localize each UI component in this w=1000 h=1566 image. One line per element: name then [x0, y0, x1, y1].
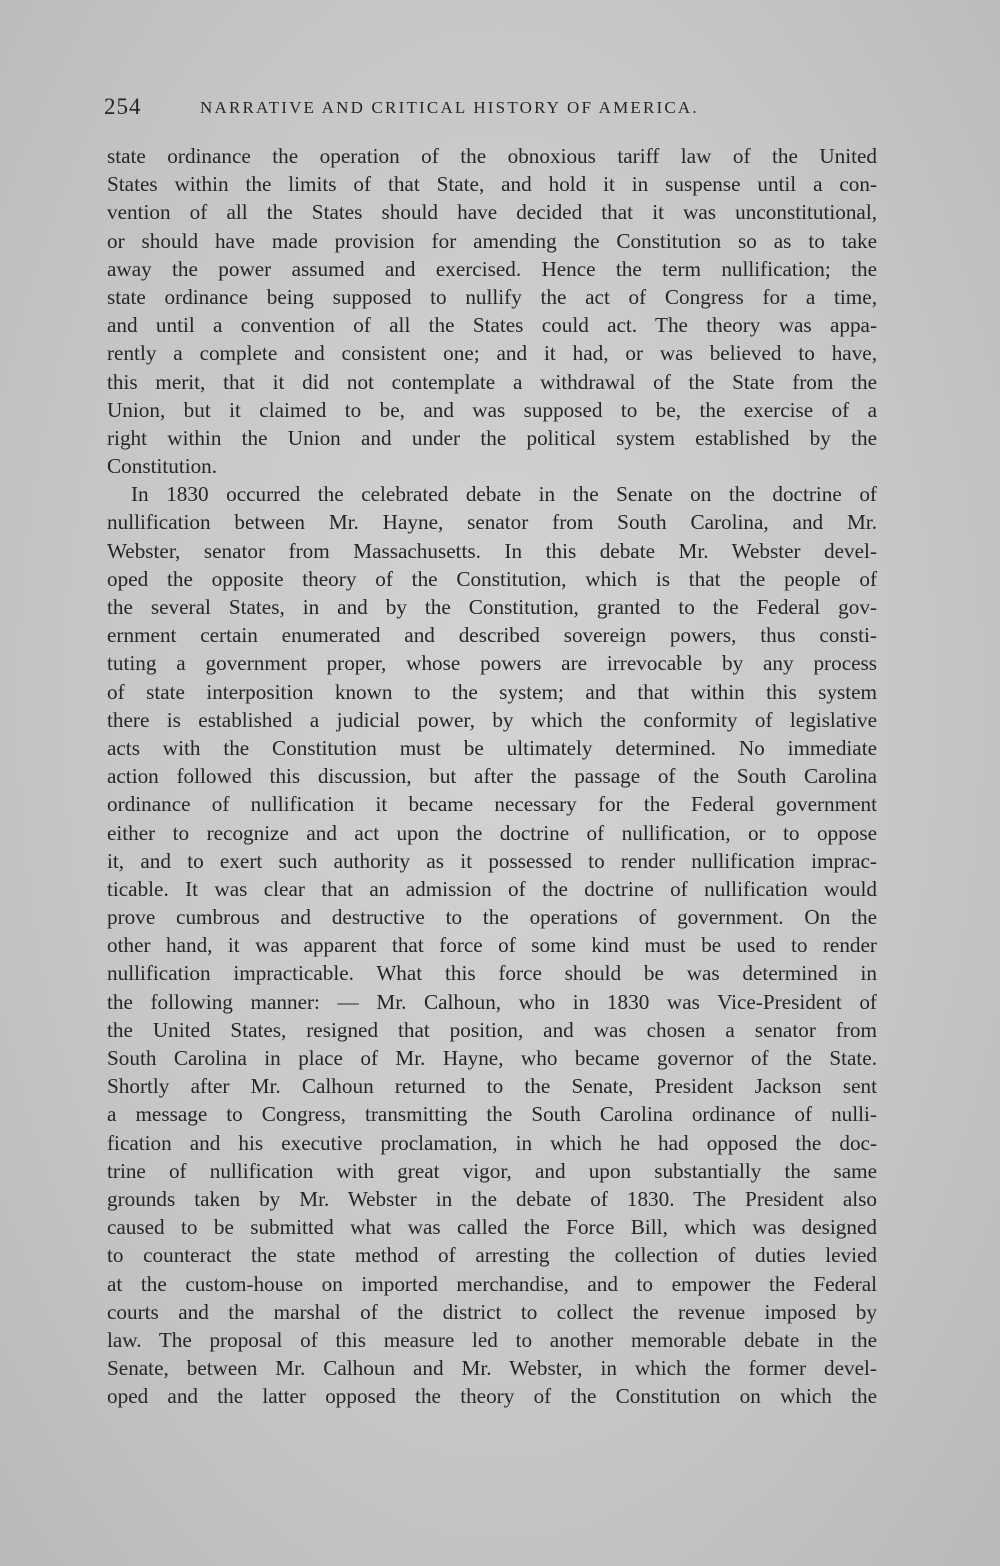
body-text	[107, 142, 877, 1410]
text-line: ordinance of nullification it became necessary for the Federal government	[107, 792, 877, 817]
text-line: a message to Congress, transmitting the South Carolina ordinance of nulli-	[107, 1102, 877, 1127]
text-line: Constitution.	[107, 454, 218, 479]
running-head	[104, 92, 894, 122]
text-line: trine of nullification with great vigor, and upon substantially the same	[107, 1158, 877, 1183]
text-line: rently a complete and consistent one; and it had, or was believed to have,	[107, 341, 877, 366]
text-line: right within the Union and under the political system established by the	[107, 425, 877, 450]
text-line: ticable. It was clear that an admission of the doctrine of nullification would	[107, 876, 877, 901]
text-line: Union, but it claimed to be, and was supposed to be, the exercise of a	[107, 397, 877, 422]
text-line: vention of all the States should have decided that it was unconstitutional,	[107, 200, 877, 225]
text-line: oped the opposite theory of the Constitution, which is that the people of	[107, 566, 877, 591]
text-line: nullification impracticable. What this force should be was determined in	[107, 961, 877, 986]
text-line: grounds taken by Mr. Webster in the debate of 1830. The President also	[107, 1186, 877, 1211]
text-line: tuting a government proper, whose powers are irrevocable by any process	[107, 651, 877, 676]
text-line: acts with the Constitution must be ultimately determined. No immediate	[107, 735, 877, 760]
page-number: 254	[104, 94, 142, 119]
text-line: Shortly after Mr. Calhoun returned to the Senate, President Jackson sent	[107, 1074, 877, 1099]
text-line: the United States, resigned that position, and was chosen a senator from	[107, 1017, 877, 1042]
text-line: nullification between Mr. Hayne, senator from South Carolina, and Mr.	[107, 510, 877, 535]
text-line: prove cumbrous and destructive to the operations of government. On the	[107, 905, 877, 930]
text-line: and until a convention of all the States could act. The theory was appa-	[107, 313, 877, 338]
text-line: courts and the marshal of the district to collect the revenue imposed by	[107, 1299, 877, 1324]
text-line: there is established a judicial power, by which the conformity of legislative	[107, 707, 877, 732]
text-line: ernment certain enumerated and described sovereign powers, thus consti-	[107, 623, 877, 648]
text-line: away the power assumed and exercised. Hence the term nullification; the	[107, 256, 877, 281]
text-line: action followed this discussion, but after the passage of the South Carolina	[107, 764, 877, 789]
text-line: Webster, senator from Massachusetts. In this debate Mr. Webster devel-	[107, 538, 877, 563]
text-line: it, and to exert such authority as it possessed to render nullification imprac-	[107, 848, 877, 873]
text-line: oped and the latter opposed the theory of the Constitution on which the	[107, 1384, 877, 1409]
text-line: of state interposition known to the system; and that within this system	[107, 679, 877, 704]
text-line: other hand, it was apparent that force of some kind must be used to render	[107, 933, 877, 958]
text-line: this merit, that it did not contemplate a withdrawal of the State from the	[107, 369, 877, 394]
text-line: the following manner: — Mr. Calhoun, who in 1830 was Vice-President of	[107, 989, 877, 1014]
text-line: law. The proposal of this measure led to another memorable debate in the	[107, 1327, 877, 1352]
text-line: caused to be submitted what was called the Force Bill, which was designed	[107, 1215, 877, 1240]
text-line: South Carolina in place of Mr. Hayne, who became governor of the State.	[107, 1046, 877, 1070]
text-line: States within the limits of that State, and hold it in suspense until a con-	[107, 172, 877, 197]
running-title: NARRATIVE AND CRITICAL HISTORY OF AMERICA.	[200, 98, 699, 117]
text-line: fication and his executive proclamation, in which he had opposed the doc-	[107, 1130, 877, 1155]
text-line: the several States, in and by the Constitution, granted to the Federal gov-	[107, 595, 877, 619]
paragraph-first-line: In 1830 occurred the celebrated debate in the Senate on the doctrine of	[131, 482, 877, 507]
text-line: or should have made provision for amending the Constitution so as to take	[107, 228, 877, 253]
text-line: Senate, between Mr. Calhoun and Mr. Webster, in which the former devel-	[107, 1356, 877, 1381]
text-line: state ordinance the operation of the obnoxious tariff law of the United	[107, 144, 877, 168]
text-line: at the custom-house on imported merchandise, and to empower the Federal	[107, 1271, 877, 1296]
text-line: state ordinance being supposed to nullify the act of Congress for a time,	[107, 284, 877, 309]
text-line: either to recognize and act upon the doctrine of nullification, or to oppose	[107, 820, 877, 845]
text-line: to counteract the state method of arresting the collection of duties levied	[107, 1243, 877, 1268]
